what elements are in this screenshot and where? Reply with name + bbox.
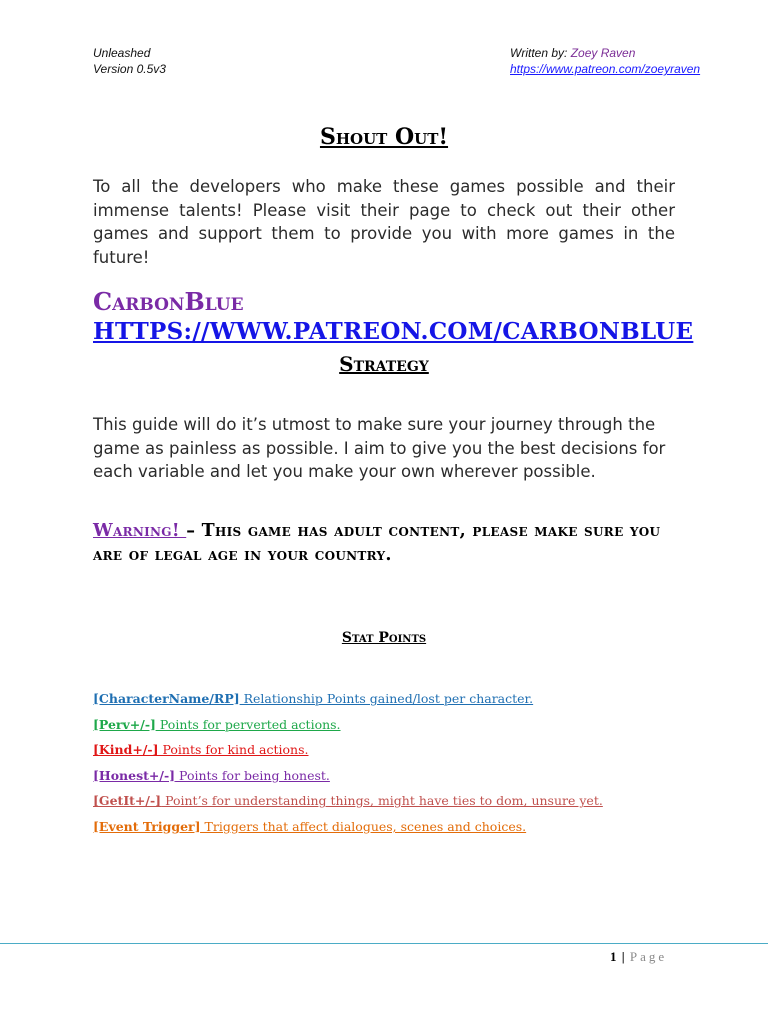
strategy-paragraph: This guide will do it’s utmost to make sure your journey through the game as painless as possible. I aim to give you the best decisions for each variable and let you make your own wherever possible. [93,415,666,482]
legend-tag: [Honest+/-] [93,767,176,783]
warning-label: Warning! [93,521,187,541]
legend-desc: Relationship Points gained/lost per character. [239,691,534,706]
legend-desc: Points for perverted actions. [155,716,341,732]
legend-tag: [Perv+/-] [93,716,156,732]
strategy-heading: Strategy [339,352,429,376]
legend-item-honest [93,767,603,793]
page-label: Page [629,949,668,964]
author-patreon-link[interactable]: https://www.patreon.com/zoeyraven [510,62,701,76]
page-separator: | [621,949,625,964]
stat-points-heading: Stat Points [341,630,427,646]
legend-item-perv [93,716,603,742]
legend-tag: [CharacterName/RP] [93,691,240,706]
shout-out-paragraph: To all the developers who make these games possible and their immense talents! Please visit their page to check out their other games and support them to provide you with more games in the future! [93,177,675,268]
legend-desc: Point’s for understanding things, might have ties to dom, unsure yet. [161,793,603,809]
legend-desc: Triggers that affect dialogues, scenes and choices. [200,818,527,834]
legend-desc: Points for being honest. [175,767,330,783]
document-version: Version 0.5v3 [93,62,166,76]
legend-item-getit [93,792,603,818]
page-number: 1 [610,949,617,964]
shout-out-heading: Shout Out! [319,124,449,150]
author-name: Zoey Raven [570,46,636,60]
legend-item-event-trigger [93,818,603,844]
written-by-label: Written by: [510,46,568,60]
adult-content-warning [93,519,693,567]
document-header-right [510,45,700,77]
legend-tag: [GetIt+/-] [93,793,162,809]
footer-divider [0,943,768,944]
page-number-footer [610,949,667,965]
developer-name: CarbonBlue [93,287,244,316]
document-header-left [93,45,166,77]
legend-tag: [Kind+/-] [93,742,159,758]
developer-patreon-link[interactable]: HTTPS://WWW.PATREON.COM/CARBONBLUE [93,318,694,345]
stat-points-legend [93,690,603,844]
legend-item-kind [93,741,603,767]
author-line [510,45,700,61]
legend-item-relationship [93,690,603,716]
document-title: Unleashed [93,46,151,60]
legend-desc: Points for kind actions. [158,742,309,758]
warning-text: – This game has adult content, please make sure you are of legal age in your country. [93,521,661,565]
legend-tag: [Event Trigger] [93,818,201,834]
